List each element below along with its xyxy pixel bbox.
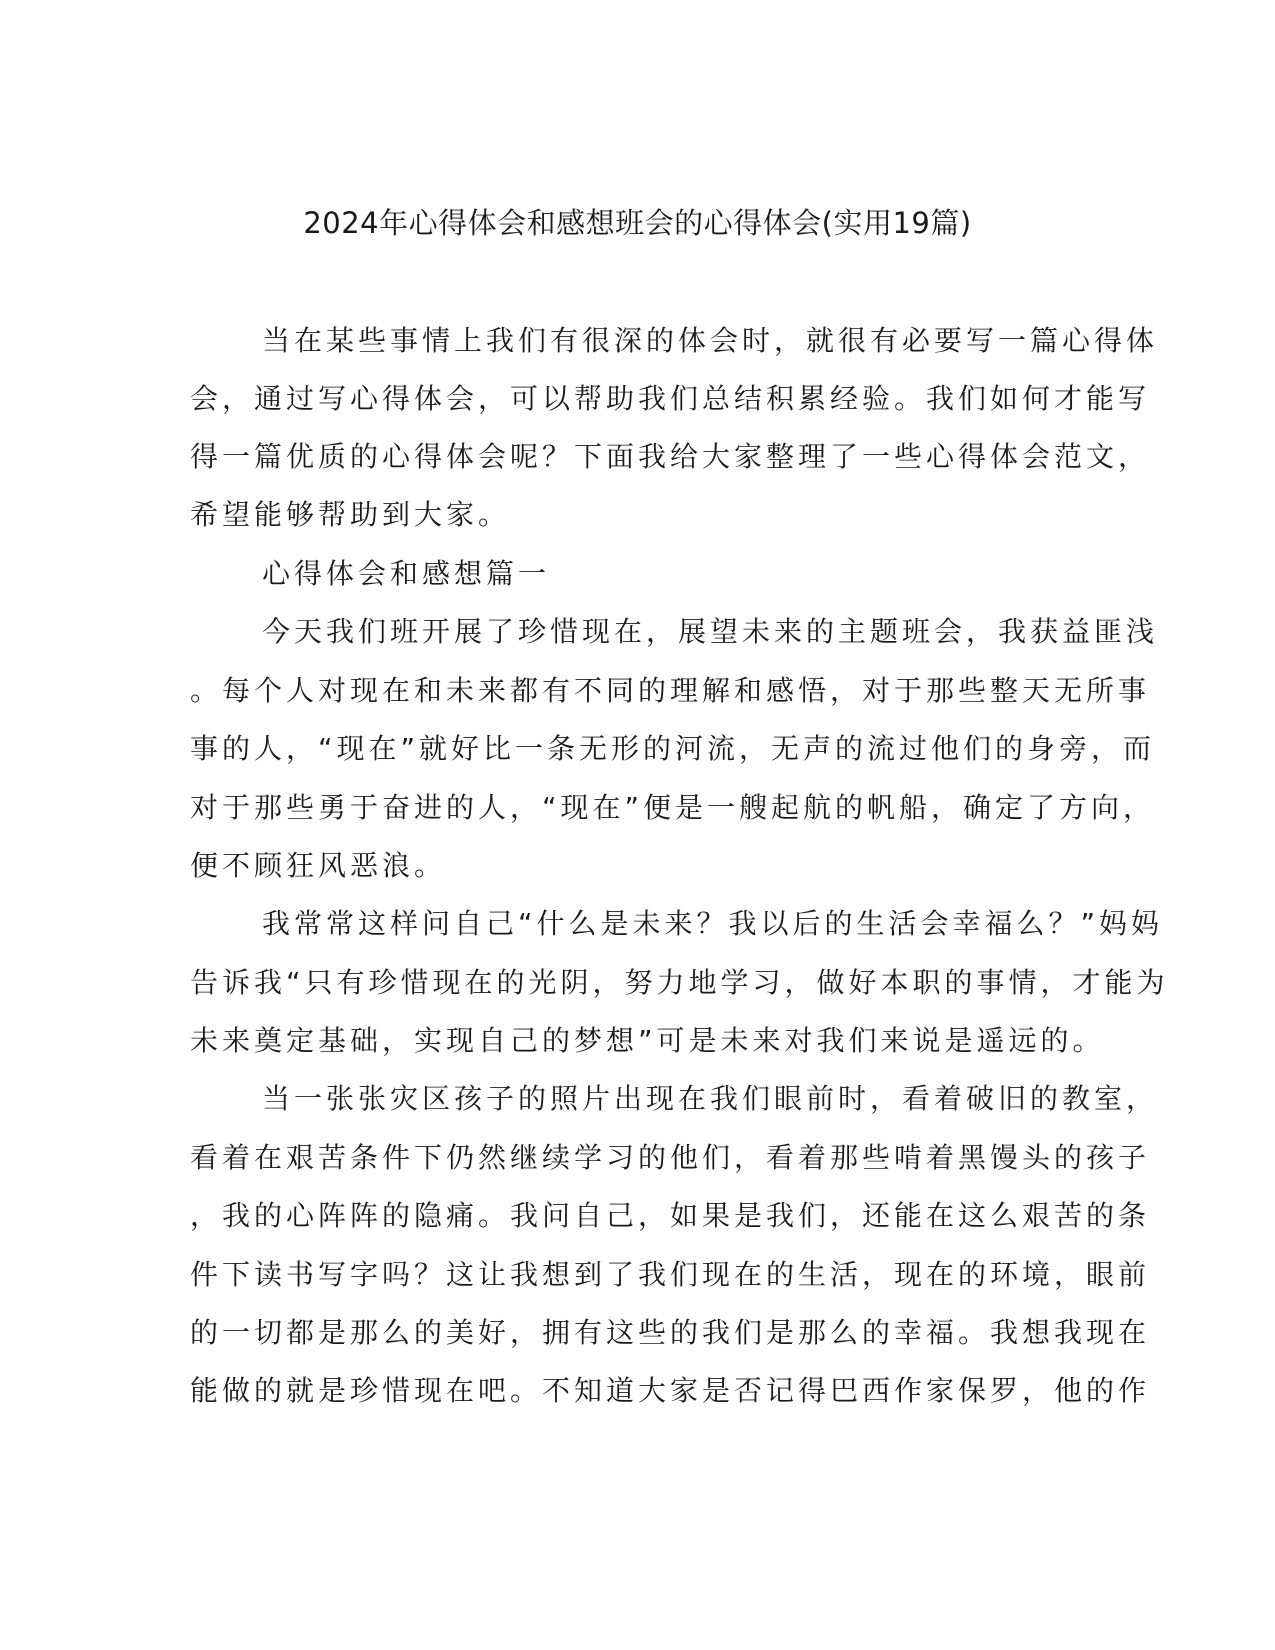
text-line: 当在某些事情上我们有很深的体会时，就很有必要写一篇心得体 — [262, 324, 1159, 357]
document-title: 2024年心得体会和感想班会的心得体会(实用19篇) — [303, 206, 972, 241]
text-line: 的一切都是那么的美好，拥有这些的我们是那么的幸福。我想我现在 — [190, 1316, 1151, 1349]
text-line: 今天我们班开展了珍惜现在，展望未来的主题班会，我获益匪浅 — [262, 615, 1159, 648]
text-line: 件下读书写字吗？这让我想到了我们现在的生活，现在的环境，眼前 — [190, 1258, 1151, 1291]
section-heading: 心得体会和感想篇一 — [262, 557, 551, 590]
text-line: 得一篇优质的心得体会呢？下面我给大家整理了一些心得体会范文， — [190, 440, 1151, 473]
text-line: 我常常这样问自己“什么是未来？我以后的生活会幸福么？”妈妈 — [262, 907, 1164, 940]
text-line: 未来奠定基础，实现自己的梦想”可是未来对我们来说是遥远的。 — [190, 1024, 1105, 1057]
text-line: ，我的心阵阵的隐痛。我问自己，如果是我们，还能在这么艰苦的条 — [190, 1199, 1151, 1232]
text-line: 当一张张灾区孩子的照片出现在我们眼前时，看着破旧的教室， — [262, 1082, 1159, 1115]
text-line: 。每个人对现在和未来都有不同的理解和感悟，对于那些整天无所事 — [190, 674, 1151, 707]
text-line: 会，通过写心得体会，可以帮助我们总结积累经验。我们如何才能写 — [190, 382, 1151, 415]
text-line: 能做的就是珍惜现在吧。不知道大家是否记得巴西作家保罗，他的作 — [190, 1374, 1151, 1407]
text-line: 对于那些勇于奋进的人，“现在”便是一艘起航的帆船，确定了方向， — [190, 791, 1156, 824]
text-line: 便不顾狂风恶浪。 — [190, 849, 447, 882]
text-line: 看着在艰苦条件下仍然继续学习的他们，看着那些啃着黑馒头的孩子 — [190, 1141, 1151, 1174]
text-line: 事的人，“现在”就好比一条无形的河流，无声的流过他们的身旁，而 — [190, 732, 1156, 765]
text-line: 告诉我“只有珍惜现在的光阴，努力地学习，做好本职的事情，才能为 — [190, 966, 1169, 999]
text-line: 希望能够帮助到大家。 — [190, 498, 511, 531]
